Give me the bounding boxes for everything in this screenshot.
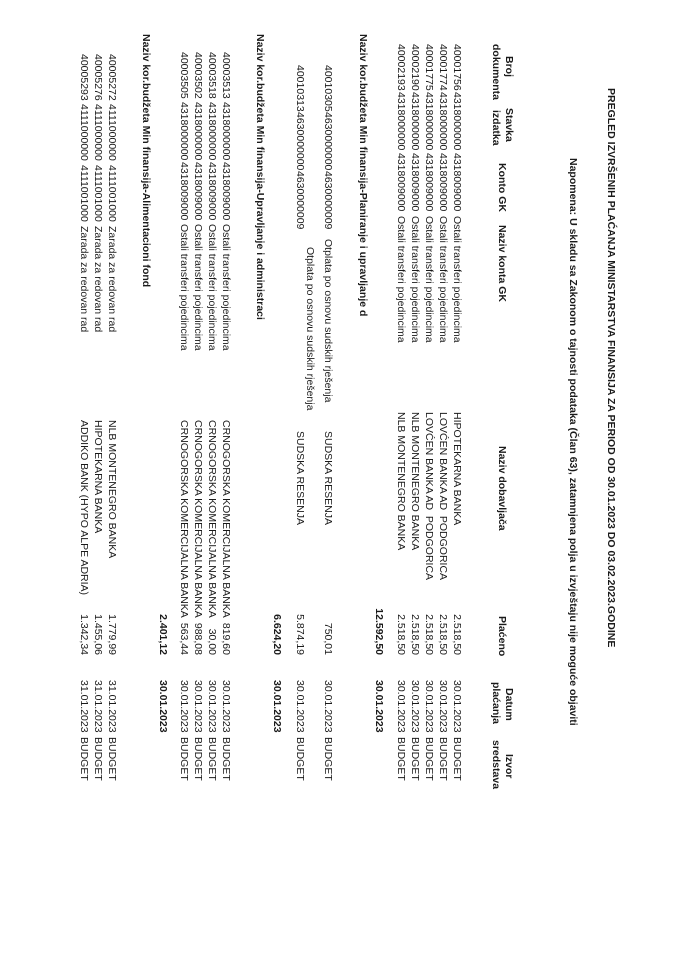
group-total: 6.624,20 [271, 614, 283, 655]
row-placeno: 819,60 [220, 622, 232, 655]
row-placeno: 2.518,50 [423, 614, 435, 655]
row-placeno: 2.518,50 [451, 614, 463, 655]
row-dobavljac: ADDIKO BANK (HYPO ALPE ADRIA) [78, 420, 90, 596]
group-header: Naziv kor.budžeta Min finansija-Planiranje i upravljanje d [357, 34, 369, 317]
row-placeno: 30,00 [206, 628, 218, 655]
row-doc: 40001774 [437, 44, 449, 91]
row-stavka: 4630000000 [322, 112, 334, 171]
row-naziv-konta: Ostali transferi pojedincima [178, 224, 190, 351]
row-datum: 30.01.2023 [437, 680, 449, 733]
col-datum-placanja-2: plaćanja [490, 682, 502, 725]
row-stavka: 4318000000 [423, 92, 435, 151]
row-dobavljac: HIPOTEKARNA BANKA [451, 412, 463, 526]
row-dobavljac: NLB MONTENEGRO BANKA [409, 412, 421, 551]
row-doc: 40003513 [220, 52, 232, 99]
row-konto: 4318009000 [395, 153, 407, 212]
row-naziv-konta: Ostali transferi pojedincima [451, 216, 463, 343]
row-placeno: 2.518,50 [409, 614, 421, 655]
row-datum: 30.01.2023 [178, 680, 190, 733]
row-doc: 40002193 [395, 44, 407, 91]
row-izvor: BUDGET [78, 737, 90, 781]
report-title: PREGLED IZVRŠENIH PLAĆANJA MINISTARSTVA FINANSIJA ZA PERIOD OD 30.01.2023 DO 03.02.2023.GODINE [605, 88, 617, 648]
row-doc: 40002190 [409, 44, 421, 91]
row-placeno: 1.779,99 [106, 614, 118, 655]
row-konto: 4318009000 [206, 162, 218, 221]
group-header: Naziv kor.budžeta Min finansija-Upravljanje i administraci [254, 34, 266, 320]
col-izvor-sredstava-1: Izvor [503, 754, 515, 779]
row-stavka: 4630000000 [294, 112, 306, 171]
row-datum: 31.01.2023 [106, 680, 118, 733]
row-placeno: 1.455,06 [92, 614, 104, 655]
row-naziv-konta: Zarada za redovan rad [92, 226, 104, 333]
row-konto: 4630000009 [294, 171, 306, 230]
row-stavka: 4318000000 [220, 102, 232, 161]
row-stavka: 4318000000 [451, 92, 463, 151]
row-naziv-konta: Ostali transferi pojedincima [220, 224, 232, 351]
row-naziv-konta: Zarada za redovan rad [106, 226, 118, 333]
row-konto: 4318009000 [178, 162, 190, 221]
col-naziv-konta-gk: Naziv konta GK [496, 225, 508, 303]
row-naziv-konta: Ostali transferi pojedincima [423, 216, 435, 343]
group-total: 12.592,50 [373, 608, 385, 655]
row-dobavljac: CRNOGORSKA KOMERCIJALNA BANKA [206, 420, 218, 618]
row-konto: 4111001000 [78, 165, 90, 222]
row-izvor: BUDGET [220, 737, 232, 781]
row-naziv-konta: Otplata po osnovu sudskih rješenja [322, 239, 334, 403]
row-datum: 30.01.2023 [423, 680, 435, 733]
col-konto-gk: Konto GK [496, 163, 508, 212]
row-izvor: BUDGET [178, 737, 190, 781]
row-izvor: BUDGET [322, 737, 334, 781]
col-stavka-izdatka-1: Stavka [503, 108, 515, 142]
row-konto: 4318009000 [192, 162, 204, 221]
row-datum: 31.01.2023 [78, 680, 90, 733]
col-broj-dokumenta-2: dokumenta [490, 44, 502, 101]
group-total-date: 30.01.2023 [157, 680, 169, 733]
row-izvor: BUDGET [92, 737, 104, 781]
row-dobavljac: SUDSKA RESENJA [322, 431, 334, 525]
row-datum: 30.01.2023 [294, 680, 306, 733]
row-placeno: 750,01 [322, 622, 334, 655]
row-konto: 4111001000 [92, 165, 104, 222]
row-stavka: 4318000000 [437, 92, 449, 151]
row-dobavljac: CRNOGORSKA KOMERCIJALNA BANKA [192, 420, 204, 618]
row-stavka: 4318000000 [206, 102, 218, 161]
row-doc: 40010305 [322, 65, 334, 112]
row-doc: 40003505 [178, 52, 190, 99]
row-stavka: 4111000000 [92, 104, 104, 161]
row-datum: 31.01.2023 [92, 680, 104, 733]
row-naziv-konta: Ostali transferi pojedincima [409, 216, 421, 343]
row-datum: 30.01.2023 [220, 680, 232, 733]
row-konto: 4318009000 [220, 162, 232, 221]
row-dobavljac: SUDSKA RESENJA [294, 431, 306, 525]
row-izvor: BUDGET [106, 737, 118, 781]
row-stavka: 4111000000 [78, 104, 90, 161]
row-konto: 4318009000 [409, 153, 421, 212]
row-placeno: 563,44 [178, 622, 190, 655]
row-stavka: 4318000000 [192, 102, 204, 161]
row-placeno: 2.518,50 [437, 614, 449, 655]
row-dobavljac: LOVĆEN BANKA AD PODGORICA [423, 412, 435, 581]
row-stavka: 4111000000 [106, 104, 118, 161]
col-placeno: Plaćeno [496, 616, 508, 657]
row-datum: 30.01.2023 [192, 680, 204, 733]
row-doc: 40001775 [423, 44, 435, 91]
row-doc: 40003502 [192, 52, 204, 99]
row-dobavljac: HIPOTEKARNA BANKA [92, 420, 104, 534]
group-total-date: 30.01.2023 [373, 680, 385, 733]
row-datum: 30.01.2023 [451, 680, 463, 733]
rotated-report [19, 34, 619, 940]
row-placeno: 1.342,34 [78, 614, 90, 655]
row-placeno: 5.874,19 [294, 614, 306, 655]
row-placeno: 988,08 [192, 622, 204, 655]
row-doc: 40005272 [106, 54, 118, 101]
col-stavka-izdatka-2: izdatka [490, 110, 502, 146]
row-datum: 30.01.2023 [409, 680, 421, 733]
row-datum: 30.01.2023 [206, 680, 218, 733]
row-naziv-konta: Ostali transferi pojedincima [192, 224, 204, 351]
row-doc: 40003518 [206, 52, 218, 99]
row-doc: 40010313 [294, 65, 306, 112]
row-dobavljac: CRNOGORSKA KOMERCIJALNA BANKA [178, 420, 190, 618]
row-izvor: BUDGET [206, 737, 218, 781]
row-konto: 4630000009 [322, 171, 334, 230]
row-dobavljac: NLB MONTENEGRO BANKA [395, 412, 407, 551]
row-naziv-konta: Otplata po osnovu sudskih rješenja [304, 247, 316, 411]
row-naziv-konta: Zarada za redovan rad [78, 226, 90, 333]
row-dobavljac: CRNOGORSKA KOMERCIJALNA BANKA [220, 420, 232, 618]
row-datum: 30.01.2023 [322, 680, 334, 733]
row-izvor: BUDGET [294, 737, 306, 781]
row-izvor: BUDGET [437, 737, 449, 781]
row-konto: 4111001000 [106, 165, 118, 222]
col-datum-placanja-1: Datum [503, 688, 515, 721]
row-datum: 30.01.2023 [395, 680, 407, 733]
row-stavka: 4318000000 [395, 92, 407, 151]
row-izvor: BUDGET [409, 737, 421, 781]
row-naziv-konta: Ostali transferi pojedincima [395, 216, 407, 343]
col-izvor-sredstava-2: sredstava [490, 740, 502, 790]
row-stavka: 4318000000 [409, 92, 421, 151]
row-konto: 4318009000 [423, 153, 435, 212]
row-konto: 4318009000 [437, 153, 449, 212]
row-doc: 40005276 [92, 54, 104, 101]
row-doc: 40001756 [451, 44, 463, 91]
group-total-date: 30.01.2023 [271, 680, 283, 733]
row-naziv-konta: Ostali transferi pojedincima [437, 216, 449, 343]
row-dobavljac: NLB MONTENEGRO BANKA [106, 420, 118, 559]
row-stavka: 4318000000 [178, 102, 190, 161]
row-izvor: BUDGET [192, 737, 204, 781]
row-naziv-konta: Ostali transferi pojedincima [206, 224, 218, 351]
row-izvor: BUDGET [423, 737, 435, 781]
row-izvor: BUDGET [395, 737, 407, 781]
group-header: Naziv kor.budžeta Min finansija-Alimentacioni fond [140, 34, 152, 288]
col-broj-dokumenta-1: Broj [503, 56, 515, 77]
report-note: Napomena: U skladu sa Zakonom o tajnosti podataka (Član 63), zatamnjena polja u izvještaju nije moguće objaviti [567, 158, 579, 726]
row-dobavljac: LOVĆEN BANKA AD PODGORICA [437, 412, 449, 581]
row-izvor: BUDGET [451, 737, 463, 781]
row-konto: 4318009000 [451, 153, 463, 212]
col-naziv-dobavljaca: Naziv dobavljača [496, 446, 508, 531]
row-doc: 40005293 [78, 54, 90, 101]
group-total: 2.401,12 [157, 614, 169, 655]
row-placeno: 2.518,50 [395, 614, 407, 655]
